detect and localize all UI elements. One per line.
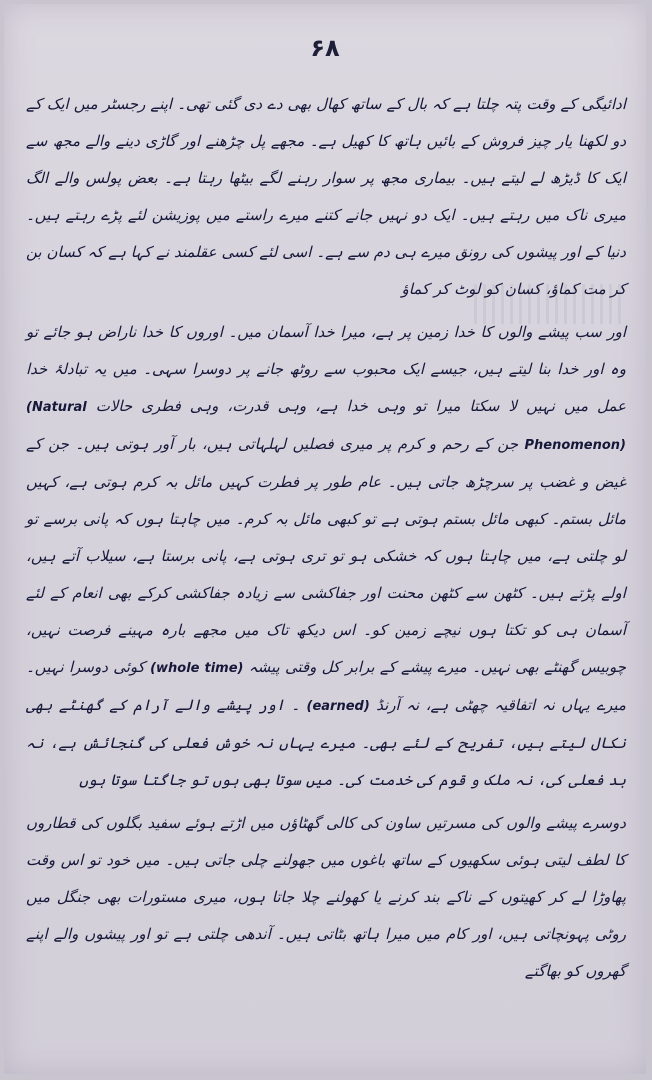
text-line: تو جاگتا سوتا ہوں bbox=[79, 771, 208, 789]
paragraph-1 bbox=[26, 86, 626, 308]
text-line: اور سب پیشے والوں کا خدا زمین پر ہے، میرا خدا آسمان میں۔ اوروں کا خدا ناراض ہو جائے تو bbox=[26, 323, 626, 341]
text-line: فروش کے بائیں ہاتھ کا کھیل ہے۔ مجھے پل چڑھنے اور گاڑی دینے والے مجھ سے ایک کا ڈیڑھ لے لیتے ہیں۔ بیماری bbox=[26, 132, 626, 187]
text-line: ۔ اور پیشے والے آرام کے گھنٹے بھی نکال لیتے ہیں، تفریح کے لئے بھی۔ میرے bbox=[26, 696, 626, 752]
text-line: یہاں نہ خوش فعلی کی گنجائش ہے، نہ بد فعلی کی، نہ ملک و قوم کی خدمت کی۔ میں سوتا بھی ہوں bbox=[26, 734, 626, 789]
text-line: میرا تو وہی خدا ہے، وہی قدرت، وہی فطری حالات bbox=[95, 397, 461, 415]
text-line: آرنڈ bbox=[376, 696, 400, 714]
text-line: فصلیں لہلہاتی ہیں، بار آور ہوتی ہیں۔ جن کے غیض و غضب پر سرچڑھ جاتی ہیں۔ عام طور پر فطرت کہیں مائل بہ bbox=[26, 435, 626, 491]
page-body-text bbox=[26, 86, 626, 1054]
paragraph-3 bbox=[26, 805, 626, 990]
text-line: پھاوڑا لے کر کھیتوں کے ناکے بند کرنے یا کھولنے چلا جاتا ہوں، میری مستورات بھی جنگل میں روٹی bbox=[26, 888, 626, 943]
text-line: میرے راستے میں پوزیشن لئے پڑے رہتے ہیں۔ دنیا کے اور پیشوں کی رونق میرے ہی دم سے ہے۔ اسی لئے کسی bbox=[26, 206, 626, 261]
text-line: تو لو چلتی ہے، میں چاہتا ہوں کہ خشکی ہو تو تری ہوتی ہے، پانی برستا ہے، سیلاب آتے ہیں، اولے پڑتے bbox=[26, 510, 626, 602]
text-line: دوسرے پیشے والوں کی مسرتیں ساون کی کالی گھٹاؤں میں اڑتے ہوئے سفید بگلوں کی bbox=[80, 814, 626, 832]
paragraph-2 bbox=[26, 314, 626, 799]
text-line: ہیں۔ کٹھن سے کٹھن محنت اور جفاکشی سے زیادہ جفاکشی کرکے بھی انعام کے لئے آسمان ہی کو تکتا ہوں bbox=[26, 584, 626, 639]
latin-term: (earned) bbox=[306, 699, 370, 714]
text-line: وہ اور خدا بنا لیتے ہیں، جیسے ایک محبوب سے روٹھ جانے پر دوسرا سہی۔ میں یہ تبادلۂ خدا عمل میں نہیں لا سکتا bbox=[26, 360, 626, 415]
text-line: کرم ہوتی ہے، کہیں مائل بستم۔ کبھی مائل بستم ہوتی ہے تو کبھی مائل بہ کرم۔ میں چاہتا ہوں کہ پانی برسے bbox=[26, 473, 626, 528]
text-line: نیچے زمین کو۔ اس دیکھ تاک میں مجھے بارہ مہینے فرصت نہیں، چوبیس گھنٹے بھی نہیں۔ میرے پیشے کے bbox=[26, 621, 626, 676]
text-line: پہونچاتی ہیں، اور کام میں میرا ہاتھ بٹاتی ہیں۔ آندھی چلتی ہے تو اور پیشوں والے اپنے گھروں کو بھاگتے bbox=[26, 925, 626, 980]
latin-term: (whole time) bbox=[150, 661, 244, 676]
text-line: قطاروں کا لطف لیتی ہوئی سکھیوں کے ساتھ باغوں میں جھولنے چلی جاتی ہیں۔ میں خود تو اس وقت bbox=[26, 814, 626, 869]
text-line: ادائیگی کے وقت پتہ چلتا ہے کہ بال کے ساتھ کھال بھی دے دی گئی تھی۔ اپنے رجسٹر میں ایک کے دو لکھنا یار چیز bbox=[26, 95, 626, 150]
text-line: برابر کل وقتی پیشہ bbox=[248, 658, 375, 676]
text-line: مجھ پر سوار رہنے لگے بیٹھا رہتا ہے۔ بعض پولس والے الگ میری ناک میں رہتے ہیں۔ ایک دو نہیں جانے کتنے bbox=[26, 169, 626, 224]
page-number: ۶۸ bbox=[310, 34, 340, 62]
latin-term: (Natural Phenomenon) bbox=[26, 400, 626, 453]
text-line: عقلمند نے کہا ہے کہ کسان بن کر مت کماؤ، کسان کو لوٹ کر کماؤ bbox=[26, 243, 626, 298]
book-page bbox=[4, 4, 646, 1074]
text-line: کوئی دوسرا نہیں۔ میرے یہاں نہ اتفاقیہ چھٹی ہے، نہ bbox=[26, 658, 626, 714]
text-line: جن کے رحم و کرم پر میری bbox=[340, 435, 519, 453]
